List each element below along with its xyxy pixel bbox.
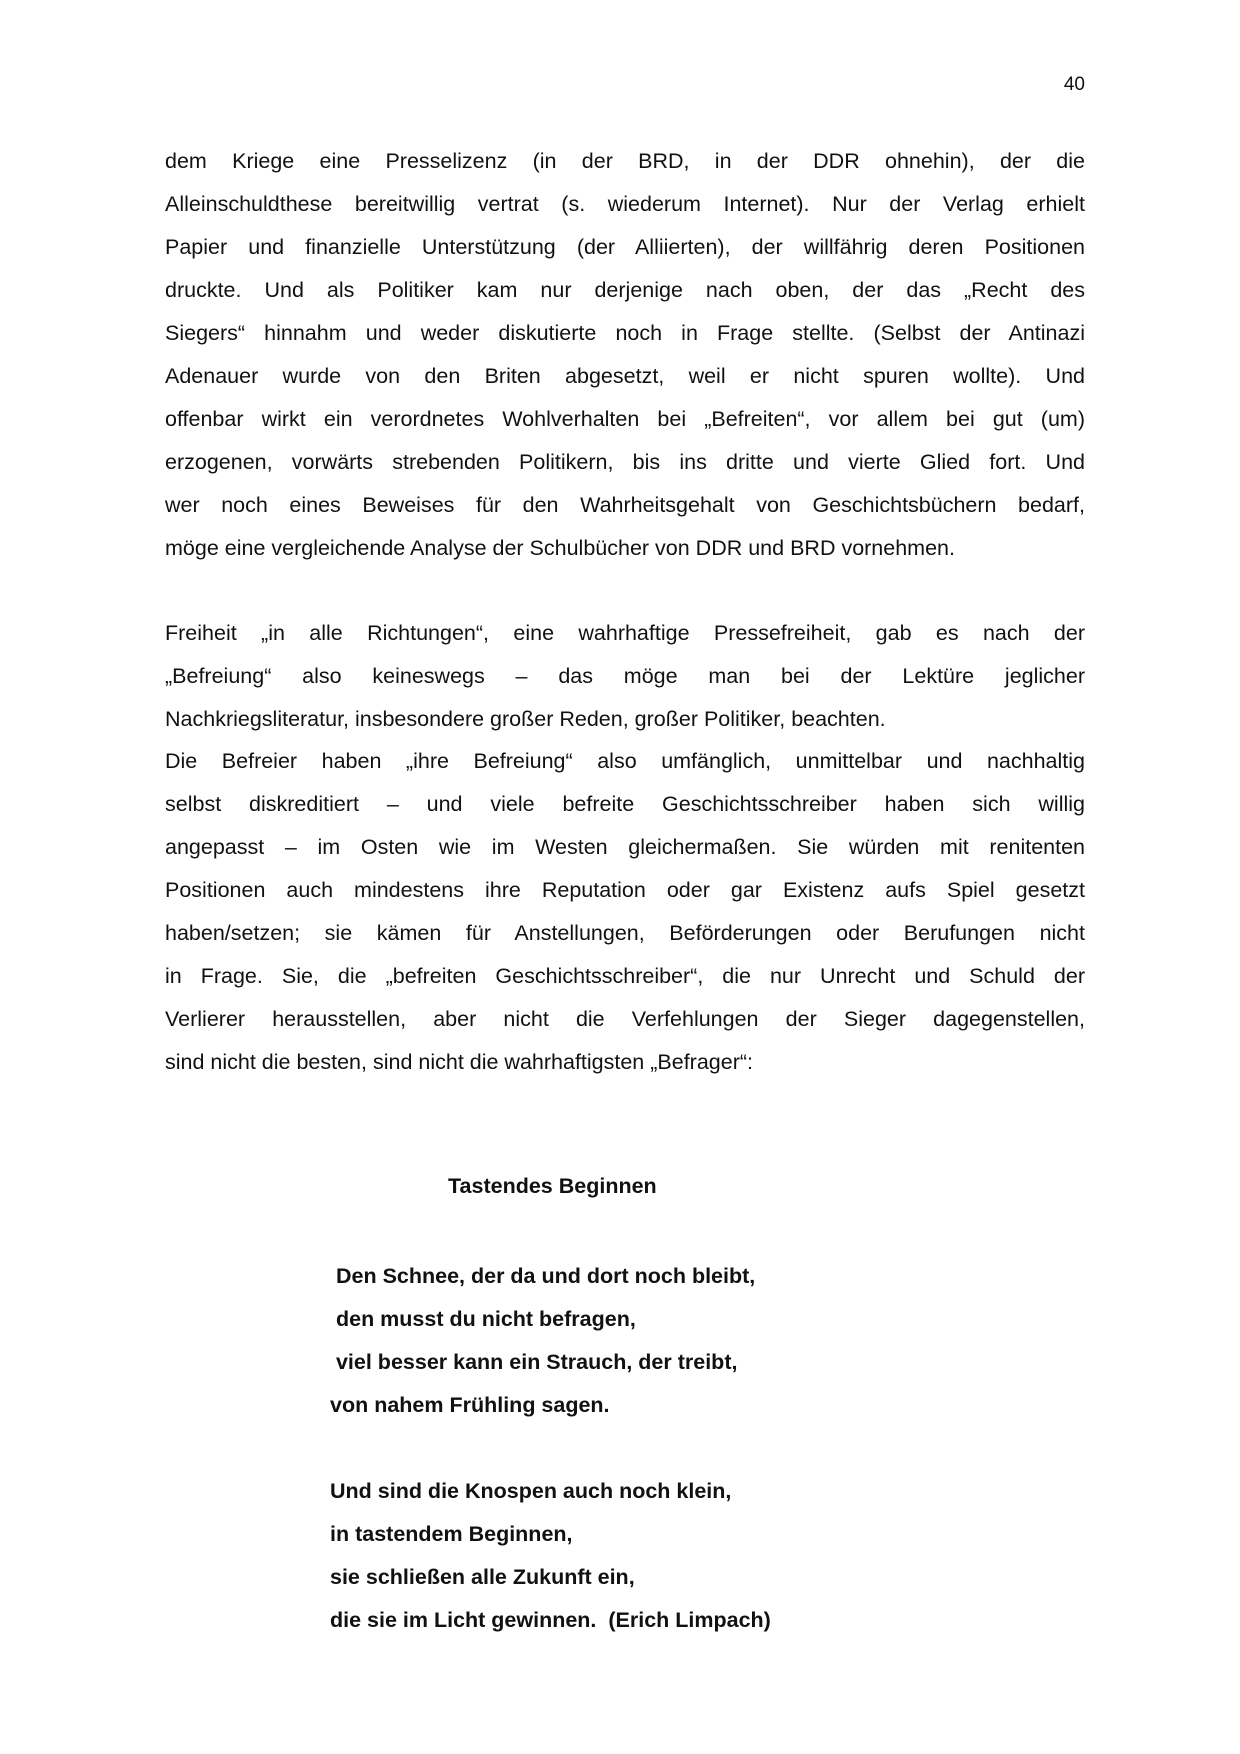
text-line: angepasst – im Osten wie im Westen gleichermaßen. Sie würden mit renitenten	[165, 835, 1085, 859]
text-line: dem Kriege eine Presselizenz (in der BRD, in der DDR ohnehin), der die	[165, 149, 1085, 173]
text-line: Adenauer wurde von den Briten abgesetzt, weil er nicht spuren wollte). Und	[165, 364, 1085, 388]
paragraph-1	[165, 140, 1085, 570]
poem-title: Tastendes Beginnen	[448, 1174, 657, 1198]
text-line: Siegers“ hinnahm und weder diskutierte noch in Frage stellte. (Selbst der Antinazi	[165, 321, 1085, 345]
text-line: selbst diskreditiert – und viele befreite Geschichtsschreiber haben sich willig	[165, 792, 1085, 816]
poem-stanza-1	[330, 1255, 755, 1427]
text-line: Nachkriegsliteratur, insbesondere großer Reden, großer Politiker, beachten.	[165, 707, 886, 731]
poem-line: in tastendem Beginnen,	[330, 1522, 573, 1546]
text-line: in Frage. Sie, die „befreiten Geschichtsschreiber“, die nur Unrecht und Schuld der	[165, 964, 1085, 988]
text-line: offenbar wirkt ein verordnetes Wohlverhalten bei „Befreiten“, vor allem bei gut (um)	[165, 407, 1085, 431]
poem-line: von nahem Frühling sagen.	[330, 1393, 610, 1417]
text-line: möge eine vergleichende Analyse der Schulbücher von DDR und BRD vornehmen.	[165, 536, 955, 560]
poem-line: den musst du nicht befragen,	[330, 1307, 636, 1331]
text-line: Die Befreier haben „ihre Befreiung“ also umfänglich, unmittelbar und nachhaltig	[165, 749, 1085, 773]
poem-line: Den Schnee, der da und dort noch bleibt,	[330, 1264, 756, 1288]
text-line: erzogenen, vorwärts strebenden Politikern, bis ins dritte und vierte Glied fort. Und	[165, 450, 1085, 474]
text-line: sind nicht die besten, sind nicht die wahrhaftigsten „Befrager“:	[165, 1050, 753, 1074]
poem-line: die sie im Licht gewinnen. (Erich Limpach)	[330, 1608, 771, 1632]
text-line: druckte. Und als Politiker kam nur derjenige nach oben, der das „Recht des	[165, 278, 1085, 302]
paragraph-2	[165, 612, 1085, 741]
poem-line: viel besser kann ein Strauch, der treibt,	[330, 1350, 738, 1374]
text-line: Freiheit „in alle Richtungen“, eine wahrhaftige Pressefreiheit, gab es nach der	[165, 621, 1085, 645]
text-line: „Befreiung“ also keineswegs – das möge man bei der Lektüre jeglicher	[165, 664, 1085, 688]
text-line: Verlierer herausstellen, aber nicht die Verfehlungen der Sieger dagegenstellen,	[165, 1007, 1085, 1031]
text-line: haben/setzen; sie kämen für Anstellungen, Beförderungen oder Berufungen nicht	[165, 921, 1085, 945]
text-line: Positionen auch mindestens ihre Reputation oder gar Existenz aufs Spiel gesetzt	[165, 878, 1085, 902]
text-line: Alleinschuldthese bereitwillig vertrat (s. wiederum Internet). Nur der Verlag erhielt	[165, 192, 1085, 216]
paragraph-3	[165, 740, 1085, 1084]
text-line: wer noch eines Beweises für den Wahrheitsgehalt von Geschichtsbüchern bedarf,	[165, 493, 1085, 517]
page-number: 40	[1063, 74, 1085, 95]
poem-line: Und sind die Knospen auch noch klein,	[330, 1479, 732, 1503]
poem-line: sie schließen alle Zukunft ein,	[330, 1565, 635, 1589]
text-line: Papier und finanzielle Unterstützung (der Alliierten), der willfährig deren Positionen	[165, 235, 1085, 259]
poem-stanza-2	[330, 1470, 771, 1642]
